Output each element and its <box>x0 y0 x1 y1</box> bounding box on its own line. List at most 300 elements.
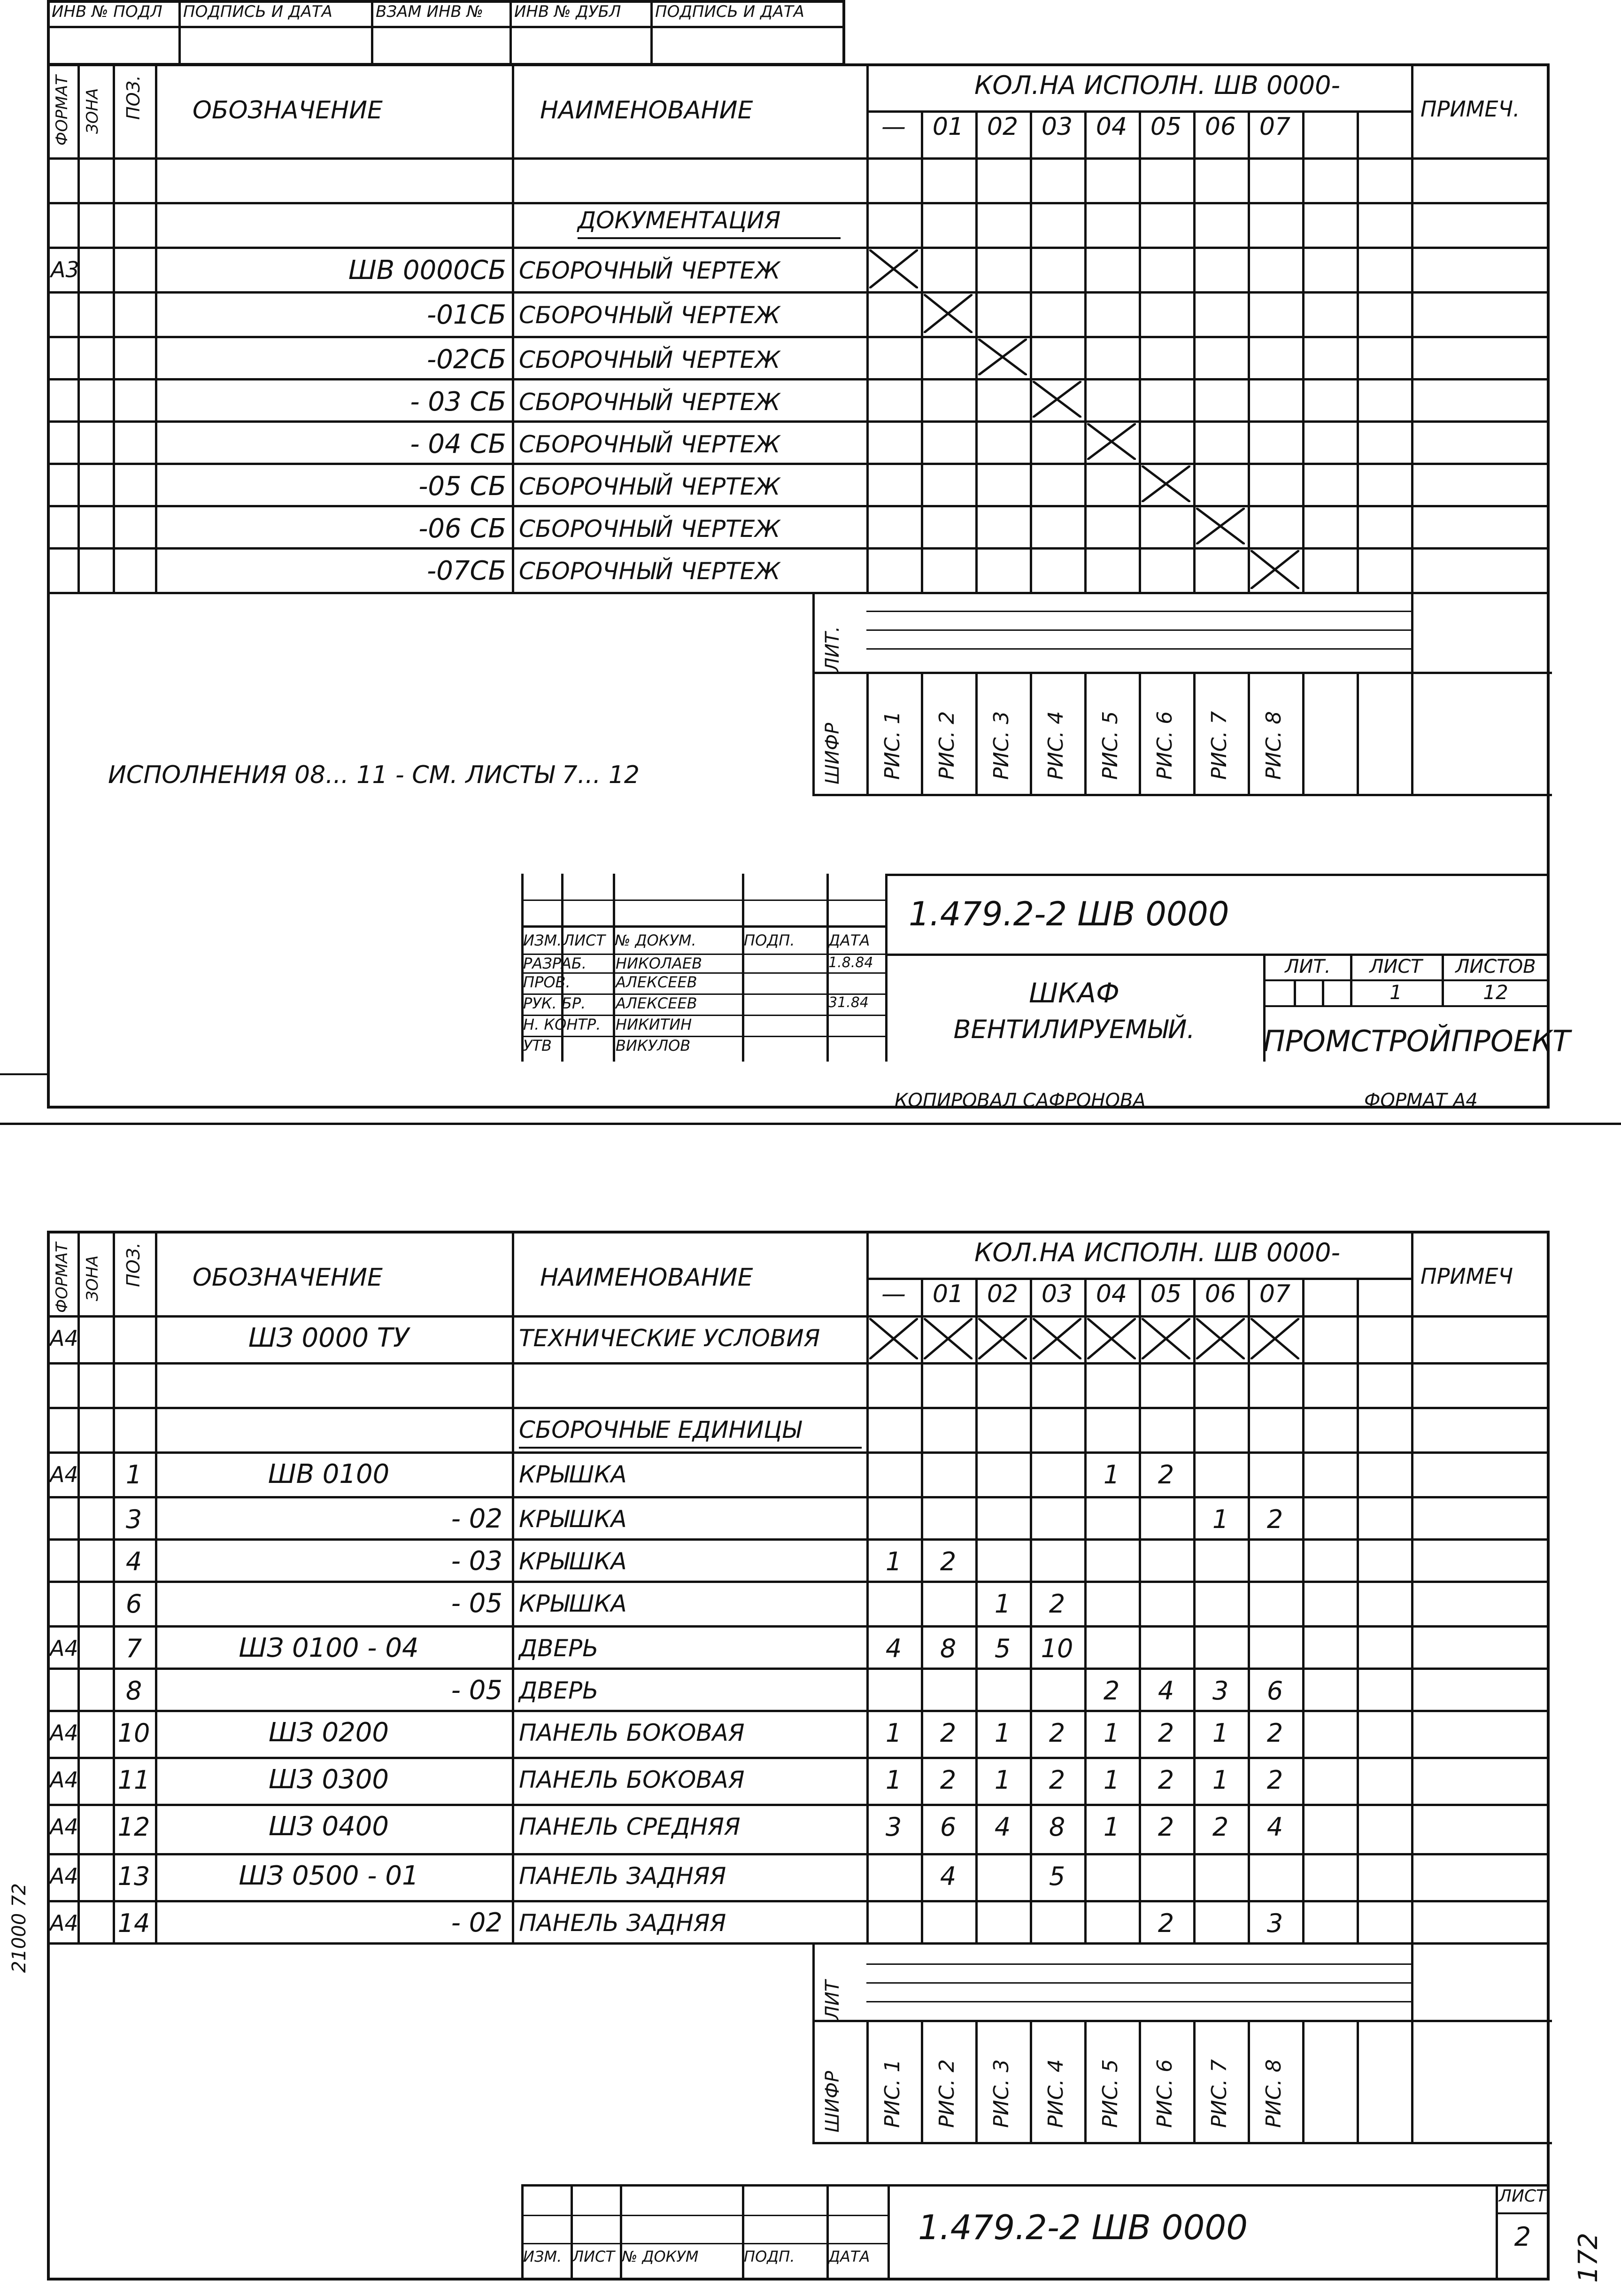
row-name: КРЫШКА <box>519 1548 627 1575</box>
header-variant: 06 <box>1204 113 1236 141</box>
title-sheet: ЛИСТ <box>1369 956 1422 977</box>
row-designation: ШЗ 0100 - 04 <box>239 1633 419 1663</box>
quantity-cell: 2 <box>940 1718 957 1748</box>
rule-line <box>521 972 885 974</box>
row-format: А4 <box>50 1863 78 1889</box>
rule-line <box>47 247 1550 249</box>
rule-line <box>47 1538 1550 1541</box>
rule-line <box>1030 672 1032 794</box>
rule-line <box>1084 110 1087 592</box>
rule-line <box>888 2184 890 2280</box>
row-name: ПАНЕЛЬ ЗАДНЯЯ <box>519 1862 726 1890</box>
rule-line <box>866 629 1411 631</box>
header-variant: 01 <box>932 113 964 141</box>
header-zone: ЗОНА <box>83 1255 102 1301</box>
row-name: СБОРОЧНЫЙ ЧЕРТЕЖ <box>519 388 780 416</box>
rule-line <box>47 378 1550 380</box>
rule-line <box>1084 1278 1087 1942</box>
rule-line <box>1248 672 1250 794</box>
title-role: РАЗРАБ. <box>523 954 587 972</box>
stamp-label: ПОДПИСЬ И ДАТА <box>183 2 332 21</box>
rule-line <box>47 1942 1550 1945</box>
row-pos: 4 <box>125 1547 142 1576</box>
rule-line <box>812 2142 1552 2144</box>
rule-line <box>521 2184 524 2280</box>
row-designation: ШВ 0100 <box>268 1459 390 1489</box>
figure-label: РИС. 1 <box>880 711 904 780</box>
rule-line <box>921 672 923 794</box>
row-name: СБОРОЧНЫЙ ЧЕРТЕЖ <box>519 515 780 543</box>
rule-line <box>742 874 744 1062</box>
row-designation: -07СБ <box>427 556 506 586</box>
quantity-cell: 1 <box>1103 1765 1120 1795</box>
row-designation: - 02 <box>451 1908 502 1938</box>
rule-line <box>47 1625 1550 1628</box>
rule-line <box>975 2020 978 2142</box>
rule-line <box>1248 2020 1250 2142</box>
title-person: АЛЕКСЕЕВ <box>616 973 697 991</box>
row-designation: -02СБ <box>427 344 506 375</box>
rule-line <box>521 2184 1550 2187</box>
header-variant: 02 <box>987 113 1019 141</box>
row-pos: 3 <box>125 1505 142 1534</box>
quantity-cell: 1 <box>994 1765 1011 1795</box>
rule-line <box>521 1036 885 1037</box>
rule-line <box>921 2020 923 2142</box>
rule-line <box>826 2184 829 2280</box>
title-person: АЛЕКСЕЕВ <box>616 994 697 1012</box>
row-designation: -05 СБ <box>418 471 506 502</box>
row-format: А4 <box>50 1636 78 1661</box>
row-name: СБОРОЧНЫЙ ЧЕРТЕЖ <box>519 431 780 458</box>
assembly-cross <box>1250 550 1299 589</box>
title-col-header: ПОДП. <box>744 2248 795 2265</box>
rule-line <box>1139 110 1141 592</box>
row-name: ПАНЕЛЬ БОКОВАЯ <box>519 1719 745 1746</box>
header-variant: — <box>881 113 906 141</box>
header-note: ПРИМЕЧ <box>1420 1264 1513 1289</box>
rule-line <box>0 1123 1621 1125</box>
title-lit: ЛИТ. <box>1285 956 1331 977</box>
rule-line <box>47 1315 1550 1318</box>
title-sheet: ЛИСТ <box>1498 2187 1547 2206</box>
spec-cross <box>978 1318 1027 1359</box>
header-variant: 05 <box>1150 1280 1182 1308</box>
title-col-header: ЛИСТ <box>563 931 605 949</box>
quantity-cell: 2 <box>940 1547 957 1576</box>
title-line-2: ВЕНТИЛИРУЕМЫЙ. <box>953 1015 1195 1044</box>
quantity-cell: 2 <box>1158 1460 1174 1489</box>
row-designation: ШЗ 0000 ТУ <box>248 1323 409 1353</box>
row-designation: ШЗ 0500 - 01 <box>239 1861 419 1891</box>
quantity-cell: 2 <box>1049 1718 1065 1748</box>
header-zone: ЗОНА <box>83 88 102 134</box>
row-format: А4 <box>50 1326 78 1351</box>
rule-line <box>47 1853 1550 1855</box>
quantity-cell: 6 <box>1266 1676 1283 1706</box>
quantity-cell: 1 <box>1103 1812 1120 1842</box>
rule-line <box>1139 1278 1141 1942</box>
row-designation: - 03 <box>451 1546 502 1576</box>
rule-line <box>866 1963 1411 1965</box>
lit-label: ЛИТ. <box>822 626 843 672</box>
rule-line <box>47 1451 1550 1454</box>
figure-label: РИС. 3 <box>989 711 1013 780</box>
quantity-cell: 2 <box>1103 1676 1120 1706</box>
row-designation: -06 СБ <box>418 513 506 544</box>
rule-line <box>1030 2020 1032 2142</box>
rule-line <box>521 900 885 901</box>
row-pos: 14 <box>117 1908 150 1938</box>
header-variant: 07 <box>1259 113 1291 141</box>
rule-line <box>0 1073 47 1075</box>
row-designation: - 02 <box>451 1504 502 1534</box>
rule-line <box>1302 2020 1305 2142</box>
rule-line <box>47 505 1550 507</box>
rule-line <box>1302 1278 1305 1942</box>
row-name: СБОРОЧНЫЙ ЧЕРТЕЖ <box>519 302 780 329</box>
title-role: РУК. БР. <box>523 994 586 1012</box>
title-col-header: № ДОКУМ <box>622 2248 699 2265</box>
sheet-2-frame <box>47 1231 1550 2280</box>
doc-number: 1.479.2-2 ШВ 0000 <box>909 895 1229 933</box>
rule-line <box>178 0 181 66</box>
row-designation: ШВ 0000СБ <box>348 255 506 286</box>
row-name: ДВЕРЬ <box>519 1677 599 1704</box>
left-margin-text: 21000 72 <box>8 1883 30 1973</box>
row-format: А3 <box>51 257 79 282</box>
quantity-cell: 5 <box>1049 1862 1065 1891</box>
figure-label: РИС. 3 <box>989 2059 1013 2128</box>
quantity-cell: 3 <box>885 1812 902 1842</box>
quantity-cell: 2 <box>1158 1812 1174 1842</box>
title-date: 1.8.84 <box>828 954 873 971</box>
row-designation: ШЗ 0400 <box>268 1811 389 1842</box>
row-format: А4 <box>50 1720 78 1745</box>
row-format: А4 <box>50 1910 78 1936</box>
assembly-cross <box>1087 423 1136 460</box>
rule-line <box>1294 979 1296 1005</box>
quantity-cell: 5 <box>994 1634 1011 1663</box>
row-pos: 7 <box>125 1634 142 1663</box>
rule-line <box>47 1581 1550 1583</box>
row-name: ПАНЕЛЬ БОКОВАЯ <box>519 1766 745 1793</box>
row-name: СБОРОЧНЫЙ ЧЕРТЕЖ <box>519 558 780 585</box>
rule-line <box>47 202 1550 204</box>
rule-line <box>921 110 923 592</box>
header-variant: 03 <box>1041 113 1073 141</box>
title-col-header: ИЗМ. <box>523 2248 562 2265</box>
quantity-cell: 2 <box>1158 1718 1174 1748</box>
rule-line <box>866 2020 869 2142</box>
spec-cross <box>1033 1318 1081 1359</box>
rule-line <box>1084 672 1087 794</box>
row-pos: 11 <box>117 1765 150 1795</box>
rule-line <box>888 874 1550 876</box>
title-date: 31.84 <box>828 994 869 1011</box>
header-designation: ОБОЗНАЧЕНИЕ <box>193 96 383 124</box>
title-col-header: ДАТА <box>828 2248 870 2265</box>
quantity-cell: 3 <box>1266 1908 1283 1938</box>
rule-line <box>1302 110 1305 592</box>
side-page-number: 172 <box>1573 2233 1604 2283</box>
spec-cross <box>1196 1318 1245 1359</box>
row-format: А4 <box>50 1767 78 1792</box>
row-name: ПАНЕЛЬ ЗАДНЯЯ <box>519 1909 726 1937</box>
rule-line <box>47 592 1550 594</box>
quantity-cell: 2 <box>1158 1908 1174 1938</box>
rule-line <box>47 1668 1550 1670</box>
title-sheet-value: 2 <box>1514 2222 1531 2252</box>
assembly-cross <box>869 249 918 288</box>
rule-line <box>1411 63 1413 592</box>
rule-line <box>47 1757 1550 1759</box>
variants-note: ИСПОЛНЕНИЯ 08... 11 - СМ. ЛИСТЫ 7... 12 <box>108 761 640 789</box>
section-assemblies: СБОРОЧНЫЕ ЕДИНИЦЫ <box>519 1416 802 1443</box>
figure-label: РИС. 6 <box>1153 2059 1177 2128</box>
rule-line <box>578 237 841 239</box>
lit-label: ЛИТ <box>822 1980 843 2020</box>
title-col-header: ДАТА <box>828 931 870 949</box>
rule-line <box>521 2243 888 2244</box>
rule-line <box>650 0 653 66</box>
quantity-cell: 2 <box>1212 1812 1229 1842</box>
rule-line <box>613 874 615 1062</box>
rule-line <box>866 1278 1411 1280</box>
quantity-cell: 1 <box>885 1718 902 1748</box>
quantity-cell: 2 <box>1266 1718 1283 1748</box>
header-variant: 04 <box>1096 1280 1127 1308</box>
doc-number: 1.479.2-2 ШВ 0000 <box>918 2208 1248 2247</box>
figure-label: РИС. 1 <box>880 2059 904 2128</box>
rule-line <box>509 0 512 66</box>
rule-line <box>1411 592 1413 794</box>
spec-cross <box>1250 1318 1299 1359</box>
quantity-cell: 2 <box>1049 1765 1065 1795</box>
quantity-cell: 8 <box>1049 1812 1065 1842</box>
rule-line <box>1411 1231 1413 1942</box>
row-pos: 6 <box>125 1589 142 1619</box>
quantity-cell: 1 <box>1212 1505 1229 1534</box>
stamp-label: ПОДПИСЬ И ДАТА <box>655 2 804 21</box>
row-name: ДВЕРЬ <box>519 1635 599 1662</box>
title-col-header: № ДОКУМ. <box>615 931 696 949</box>
row-pos: 8 <box>125 1676 142 1706</box>
rule-line <box>47 291 1550 294</box>
cipher-label: ШИФР <box>822 2071 843 2133</box>
row-name: КРЫШКА <box>519 1461 627 1488</box>
title-role: ПРОВ. <box>523 973 571 991</box>
rule-line <box>1084 2020 1087 2142</box>
title-sheet-value: 1 <box>1389 981 1402 1004</box>
spec-cross <box>869 1318 918 1359</box>
rule-line <box>742 2184 744 2280</box>
quantity-cell: 2 <box>940 1765 957 1795</box>
rule-line <box>866 648 1411 650</box>
rule-line <box>1263 1005 1550 1007</box>
row-name: ТЕХНИЧЕСКИЕ УСЛОВИЯ <box>519 1325 820 1352</box>
rule-line <box>1411 1942 1413 2142</box>
footer-format: ФОРМАТ А4 <box>1364 1090 1478 1111</box>
rule-line <box>620 2184 622 2280</box>
spec-cross <box>924 1318 973 1359</box>
rule-line <box>47 26 845 28</box>
figure-label: РИС. 6 <box>1153 711 1177 780</box>
rule-line <box>521 2215 888 2216</box>
rule-line <box>1030 110 1032 592</box>
title-line-1: ШКАФ <box>1029 977 1119 1009</box>
quantity-cell: 8 <box>940 1634 957 1663</box>
assembly-cross <box>1033 381 1081 418</box>
row-format: А4 <box>50 1462 78 1487</box>
figure-label: РИС. 5 <box>1098 711 1122 780</box>
row-name: СБОРОЧНЫЙ ЧЕРТЕЖ <box>519 257 780 284</box>
header-quantity: КОЛ.НА ИСПОЛН. ШВ 0000- <box>974 70 1340 100</box>
header-format: ФОРМАТ <box>53 1242 71 1313</box>
rule-line <box>1322 979 1324 1005</box>
rule-line <box>1357 1278 1359 1942</box>
rule-line <box>512 63 514 592</box>
quantity-cell: 1 <box>885 1765 902 1795</box>
title-person: НИКИТИН <box>616 1016 692 1033</box>
figure-label: РИС. 5 <box>1098 2059 1122 2128</box>
rule-line <box>1357 110 1359 592</box>
rule-line <box>1496 2212 1550 2214</box>
rule-line <box>77 63 80 592</box>
rule-line <box>866 110 1411 113</box>
rule-line <box>1193 1278 1196 1942</box>
rule-line <box>1357 672 1359 794</box>
rule-line <box>512 1231 514 1942</box>
rule-line <box>47 547 1550 550</box>
organization: ПРОМСТРОЙПРОЕКТ <box>1263 1024 1570 1058</box>
header-designation: ОБОЗНАЧЕНИЕ <box>193 1264 383 1292</box>
figure-label: РИС. 7 <box>1207 711 1231 780</box>
quantity-cell: 1 <box>1212 1718 1229 1748</box>
quantity-cell: 4 <box>1266 1812 1283 1842</box>
figure-label: РИС. 2 <box>935 2059 959 2128</box>
rule-line <box>47 1496 1550 1498</box>
title-role: УТВ <box>523 1037 552 1055</box>
rule-line <box>47 1804 1550 1806</box>
rule-line <box>1248 110 1250 592</box>
figure-label: РИС. 8 <box>1262 2059 1286 2128</box>
rule-line <box>1248 1278 1250 1942</box>
rule-line <box>866 2001 1411 2002</box>
rule-line <box>866 63 869 592</box>
quantity-cell: 4 <box>994 1812 1011 1842</box>
rule-line <box>47 1407 1550 1409</box>
quantity-cell: 1 <box>1212 1765 1229 1795</box>
footer-copied: КОПИРОВАЛ САФРОНОВА <box>895 1090 1146 1111</box>
stamp-label: ИНВ № ДУБЛ <box>514 2 621 21</box>
section-documentation: ДОКУМЕНТАЦИЯ <box>578 207 781 234</box>
header-note: ПРИМЕЧ. <box>1420 96 1520 122</box>
rule-line <box>47 1710 1550 1712</box>
quantity-cell: 4 <box>885 1634 902 1663</box>
rule-line <box>521 925 885 928</box>
figure-label: РИС. 7 <box>1207 2059 1231 2128</box>
row-format: А4 <box>50 1814 78 1839</box>
header-pos: ПОЗ. <box>123 1242 144 1287</box>
row-name: СБОРОЧНЫЙ ЧЕРТЕЖ <box>519 346 780 373</box>
row-designation: - 03 СБ <box>410 387 506 417</box>
rule-line <box>812 672 1552 674</box>
header-format: ФОРМАТ <box>53 75 71 146</box>
assembly-cross <box>1142 465 1190 502</box>
quantity-cell: 3 <box>1212 1676 1229 1706</box>
spec-cross <box>1087 1318 1136 1359</box>
quantity-cell: 2 <box>1266 1765 1283 1795</box>
stamp-label: ВЗАМ ИНВ № <box>376 2 484 21</box>
quantity-cell: 1 <box>1103 1718 1120 1748</box>
quantity-cell: 2 <box>1266 1505 1283 1534</box>
row-name: СБОРОЧНЫЙ ЧЕРТЕЖ <box>519 473 780 500</box>
quantity-cell: 10 <box>1041 1634 1073 1663</box>
rule-line <box>1139 2020 1141 2142</box>
quantity-cell: 1 <box>994 1718 1011 1748</box>
quantity-cell: 1 <box>994 1589 1011 1619</box>
title-col-header: ИЗМ. <box>523 931 562 949</box>
header-variant: 05 <box>1150 113 1182 141</box>
quantity-cell: 4 <box>940 1862 957 1891</box>
row-name: КРЫШКА <box>519 1590 627 1617</box>
rule-line <box>921 1278 923 1942</box>
rule-line <box>812 794 1552 796</box>
row-pos: 12 <box>117 1812 150 1842</box>
row-pos: 13 <box>117 1862 150 1891</box>
row-pos: 1 <box>125 1460 142 1489</box>
title-sheets: ЛИСТОВ <box>1455 956 1536 977</box>
figure-label: РИС. 2 <box>935 711 959 780</box>
title-person: НИКОЛАЕВ <box>616 954 702 972</box>
assembly-cross <box>924 294 973 333</box>
rule-line <box>571 2184 573 2280</box>
rule-line <box>1193 672 1196 794</box>
row-name: КРЫШКА <box>519 1505 627 1533</box>
row-designation: ШЗ 0300 <box>268 1764 389 1795</box>
rule-line <box>812 592 815 794</box>
rule-line <box>812 1942 815 2142</box>
title-col-header: ПОДП. <box>744 931 795 949</box>
rule-line <box>47 336 1550 338</box>
quantity-cell: 2 <box>1049 1589 1065 1619</box>
row-designation: - 05 <box>451 1675 502 1706</box>
rule-line <box>1193 2020 1196 2142</box>
assembly-cross <box>978 339 1027 375</box>
rule-line <box>47 157 1550 160</box>
quantity-cell: 6 <box>940 1812 957 1842</box>
header-variant: 01 <box>932 1280 964 1308</box>
rule-line <box>47 420 1550 423</box>
header-name: НАИМЕНОВАНИЕ <box>540 1264 753 1292</box>
header-variant: — <box>881 1280 906 1308</box>
row-designation: ШЗ 0200 <box>268 1717 389 1748</box>
rule-line <box>812 2020 1552 2022</box>
quantity-cell: 1 <box>885 1547 902 1576</box>
header-name: НАИМЕНОВАНИЕ <box>540 96 753 124</box>
rule-line <box>1357 2020 1359 2142</box>
rule-line <box>866 1982 1411 1984</box>
header-pos: ПОЗ. <box>123 75 144 120</box>
figure-label: РИС. 4 <box>1044 711 1068 780</box>
header-variant: 07 <box>1259 1280 1291 1308</box>
rule-line <box>519 1447 862 1449</box>
title-col-header: ЛИСТ <box>572 2248 615 2265</box>
rule-line <box>47 463 1550 465</box>
rule-line <box>113 63 115 592</box>
rule-line <box>975 110 978 592</box>
